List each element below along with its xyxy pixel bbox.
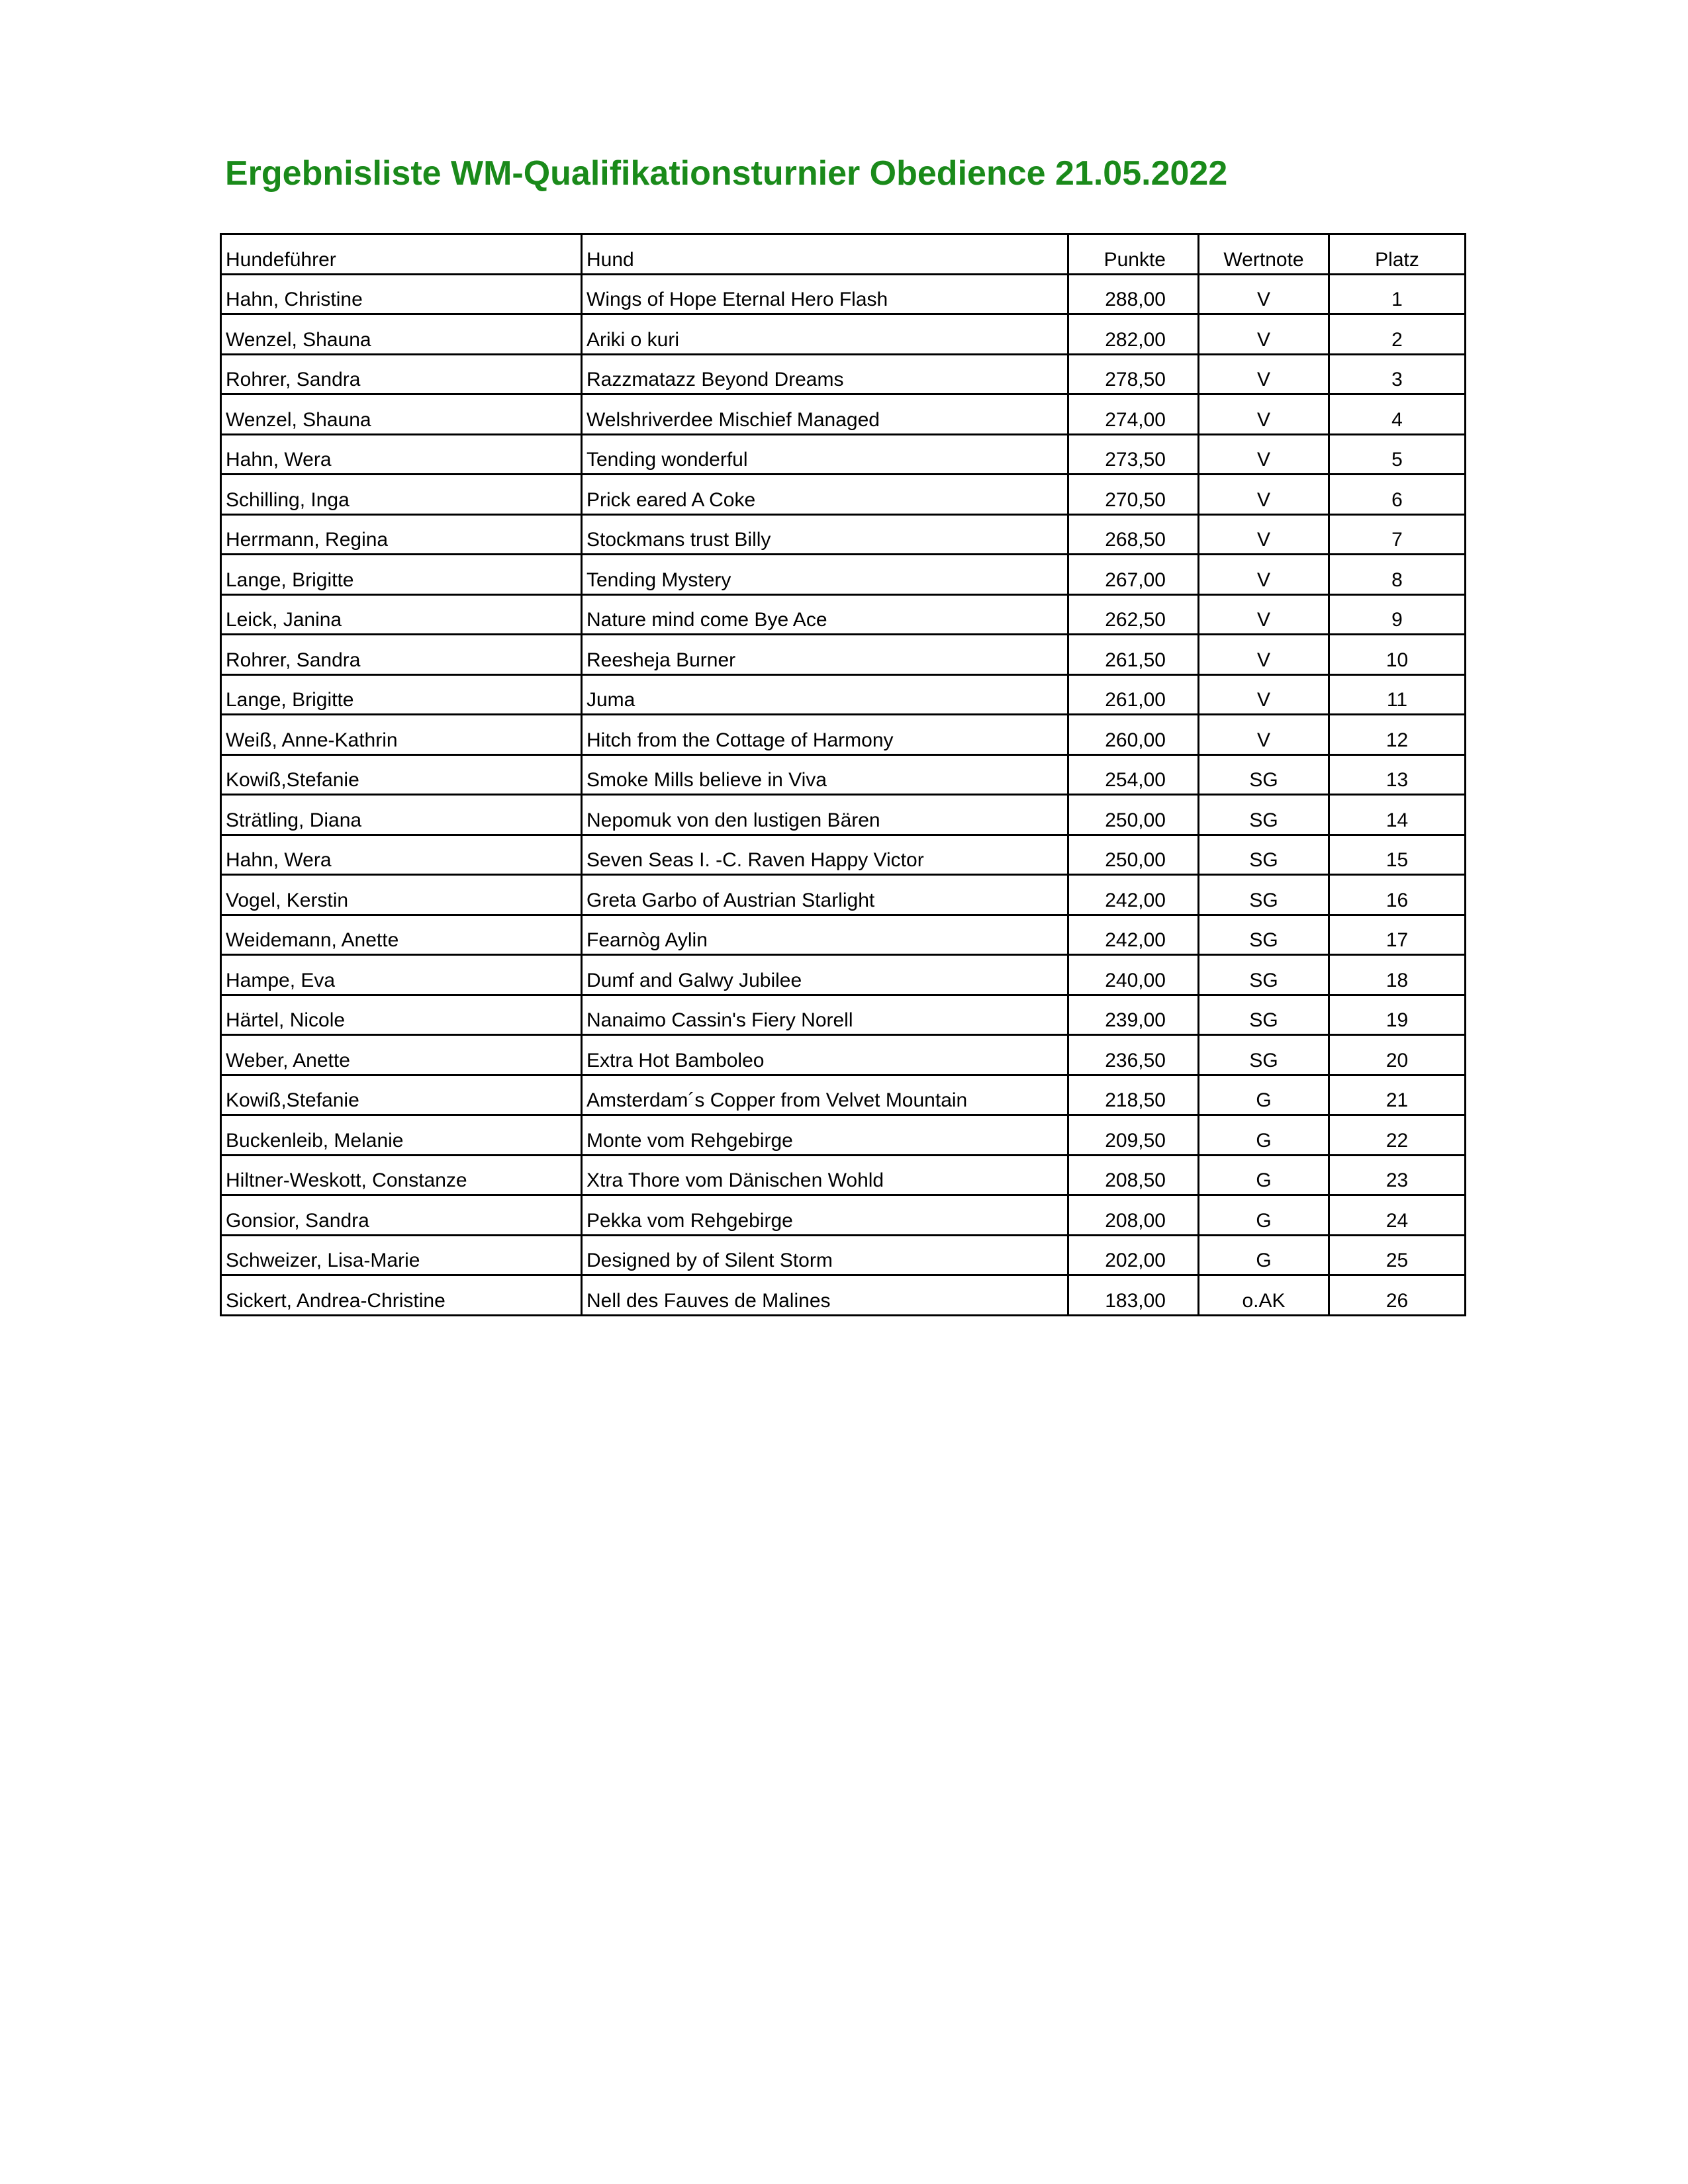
cell-points: 288,00 bbox=[1068, 274, 1199, 314]
cell-grade: G bbox=[1199, 1195, 1329, 1236]
cell-grade: V bbox=[1199, 274, 1329, 314]
results-body bbox=[221, 274, 1466, 1315]
cell-grade: SG bbox=[1199, 835, 1329, 875]
cell-rank: 25 bbox=[1329, 1235, 1466, 1275]
cell-grade: SG bbox=[1199, 754, 1329, 795]
column-header-handler: Hundeführer bbox=[221, 234, 582, 275]
table-row bbox=[221, 1195, 1466, 1236]
cell-points: 254,00 bbox=[1068, 754, 1199, 795]
cell-grade: V bbox=[1199, 394, 1329, 435]
cell-dog: Reesheja Burner bbox=[582, 635, 1068, 675]
cell-dog: Pekka vom Rehgebirge bbox=[582, 1195, 1068, 1236]
cell-rank: 7 bbox=[1329, 514, 1466, 555]
cell-dog: Prick eared A Coke bbox=[582, 475, 1068, 515]
cell-grade: o.AK bbox=[1199, 1275, 1329, 1316]
cell-handler: Rohrer, Sandra bbox=[221, 354, 582, 394]
table-row bbox=[221, 674, 1466, 715]
cell-grade: SG bbox=[1199, 1035, 1329, 1075]
cell-rank: 2 bbox=[1329, 314, 1466, 355]
table-header-row bbox=[221, 234, 1466, 275]
cell-dog: Seven Seas I. -C. Raven Happy Victor bbox=[582, 835, 1068, 875]
cell-grade: V bbox=[1199, 555, 1329, 595]
cell-handler: Sickert, Andrea-Christine bbox=[221, 1275, 582, 1316]
cell-dog: Wings of Hope Eternal Hero Flash bbox=[582, 274, 1068, 314]
cell-dog: Dumf and Galwy Jubilee bbox=[582, 955, 1068, 995]
cell-dog: Smoke Mills believe in Viva bbox=[582, 754, 1068, 795]
cell-rank: 24 bbox=[1329, 1195, 1466, 1236]
cell-handler: Hahn, Christine bbox=[221, 274, 582, 314]
cell-dog: Tending wonderful bbox=[582, 434, 1068, 475]
cell-grade: V bbox=[1199, 475, 1329, 515]
cell-handler: Gonsior, Sandra bbox=[221, 1195, 582, 1236]
cell-grade: SG bbox=[1199, 915, 1329, 955]
cell-dog: Xtra Thore vom Dänischen Wohld bbox=[582, 1155, 1068, 1195]
cell-grade: G bbox=[1199, 1155, 1329, 1195]
cell-handler: Rohrer, Sandra bbox=[221, 635, 582, 675]
cell-handler: Herrmann, Regina bbox=[221, 514, 582, 555]
table-row bbox=[221, 1275, 1466, 1316]
table-row bbox=[221, 875, 1466, 915]
table-row bbox=[221, 555, 1466, 595]
cell-points: 268,50 bbox=[1068, 514, 1199, 555]
cell-dog: Amsterdam´s Copper from Velvet Mountain bbox=[582, 1075, 1068, 1115]
cell-rank: 22 bbox=[1329, 1115, 1466, 1156]
cell-points: 183,00 bbox=[1068, 1275, 1199, 1316]
cell-grade: V bbox=[1199, 674, 1329, 715]
cell-points: 242,00 bbox=[1068, 875, 1199, 915]
cell-rank: 18 bbox=[1329, 955, 1466, 995]
cell-points: 278,50 bbox=[1068, 354, 1199, 394]
cell-handler: Schilling, Inga bbox=[221, 475, 582, 515]
cell-rank: 26 bbox=[1329, 1275, 1466, 1316]
table-row bbox=[221, 635, 1466, 675]
cell-rank: 12 bbox=[1329, 715, 1466, 755]
cell-handler: Kowiß,Stefanie bbox=[221, 754, 582, 795]
cell-dog: Razzmatazz Beyond Dreams bbox=[582, 354, 1068, 394]
table-row bbox=[221, 715, 1466, 755]
cell-rank: 15 bbox=[1329, 835, 1466, 875]
cell-points: 260,00 bbox=[1068, 715, 1199, 755]
cell-points: 236,50 bbox=[1068, 1035, 1199, 1075]
cell-points: 202,00 bbox=[1068, 1235, 1199, 1275]
cell-grade: G bbox=[1199, 1075, 1329, 1115]
cell-points: 208,50 bbox=[1068, 1155, 1199, 1195]
table-row bbox=[221, 1035, 1466, 1075]
cell-grade: V bbox=[1199, 635, 1329, 675]
cell-rank: 14 bbox=[1329, 795, 1466, 835]
cell-handler: Hampe, Eva bbox=[221, 955, 582, 995]
cell-rank: 17 bbox=[1329, 915, 1466, 955]
cell-dog: Tending Mystery bbox=[582, 555, 1068, 595]
cell-grade: SG bbox=[1199, 795, 1329, 835]
cell-grade: V bbox=[1199, 514, 1329, 555]
cell-dog: Nanaimo Cassin's Fiery Norell bbox=[582, 995, 1068, 1035]
cell-dog: Hitch from the Cottage of Harmony bbox=[582, 715, 1068, 755]
column-header-dog: Hund bbox=[582, 234, 1068, 275]
cell-dog: Ariki o kuri bbox=[582, 314, 1068, 355]
cell-grade: V bbox=[1199, 594, 1329, 635]
table-row bbox=[221, 594, 1466, 635]
cell-dog: Monte vom Rehgebirge bbox=[582, 1115, 1068, 1156]
cell-rank: 1 bbox=[1329, 274, 1466, 314]
cell-handler: Schweizer, Lisa-Marie bbox=[221, 1235, 582, 1275]
cell-grade: SG bbox=[1199, 995, 1329, 1035]
cell-rank: 5 bbox=[1329, 434, 1466, 475]
column-header-points: Punkte bbox=[1068, 234, 1199, 275]
cell-grade: V bbox=[1199, 715, 1329, 755]
cell-grade: G bbox=[1199, 1235, 1329, 1275]
cell-grade: G bbox=[1199, 1115, 1329, 1156]
cell-points: 282,00 bbox=[1068, 314, 1199, 355]
cell-dog: Greta Garbo of Austrian Starlight bbox=[582, 875, 1068, 915]
cell-points: 250,00 bbox=[1068, 795, 1199, 835]
cell-points: 242,00 bbox=[1068, 915, 1199, 955]
cell-points: 267,00 bbox=[1068, 555, 1199, 595]
cell-grade: V bbox=[1199, 434, 1329, 475]
table-row bbox=[221, 955, 1466, 995]
cell-rank: 23 bbox=[1329, 1155, 1466, 1195]
table-row bbox=[221, 795, 1466, 835]
cell-points: 274,00 bbox=[1068, 394, 1199, 435]
cell-dog: Extra Hot Bamboleo bbox=[582, 1035, 1068, 1075]
table-row bbox=[221, 274, 1466, 314]
cell-handler: Buckenleib, Melanie bbox=[221, 1115, 582, 1156]
cell-points: 240,00 bbox=[1068, 955, 1199, 995]
cell-handler: Weidemann, Anette bbox=[221, 915, 582, 955]
cell-handler: Hahn, Wera bbox=[221, 835, 582, 875]
table-row bbox=[221, 514, 1466, 555]
cell-handler: Strätling, Diana bbox=[221, 795, 582, 835]
cell-handler: Hahn, Wera bbox=[221, 434, 582, 475]
cell-handler: Weiß, Anne-Kathrin bbox=[221, 715, 582, 755]
cell-points: 262,50 bbox=[1068, 594, 1199, 635]
cell-points: 239,00 bbox=[1068, 995, 1199, 1035]
table-row bbox=[221, 1155, 1466, 1195]
table-row bbox=[221, 835, 1466, 875]
cell-handler: Weber, Anette bbox=[221, 1035, 582, 1075]
cell-handler: Vogel, Kerstin bbox=[221, 875, 582, 915]
cell-dog: Stockmans trust Billy bbox=[582, 514, 1068, 555]
table-row bbox=[221, 354, 1466, 394]
cell-grade: V bbox=[1199, 354, 1329, 394]
cell-dog: Nepomuk von den lustigen Bären bbox=[582, 795, 1068, 835]
cell-points: 209,50 bbox=[1068, 1115, 1199, 1156]
table-row bbox=[221, 754, 1466, 795]
cell-rank: 13 bbox=[1329, 754, 1466, 795]
cell-handler: Lange, Brigitte bbox=[221, 555, 582, 595]
table-row bbox=[221, 1115, 1466, 1156]
cell-points: 250,00 bbox=[1068, 835, 1199, 875]
cell-rank: 20 bbox=[1329, 1035, 1466, 1075]
column-header-grade: Wertnote bbox=[1199, 234, 1329, 275]
table-row bbox=[221, 995, 1466, 1035]
cell-dog: Fearnòg Aylin bbox=[582, 915, 1068, 955]
cell-rank: 21 bbox=[1329, 1075, 1466, 1115]
cell-points: 270,50 bbox=[1068, 475, 1199, 515]
cell-rank: 11 bbox=[1329, 674, 1466, 715]
cell-points: 218,50 bbox=[1068, 1075, 1199, 1115]
table-row bbox=[221, 475, 1466, 515]
cell-rank: 8 bbox=[1329, 555, 1466, 595]
cell-handler: Wenzel, Shauna bbox=[221, 394, 582, 435]
table-row bbox=[221, 915, 1466, 955]
table-row bbox=[221, 1075, 1466, 1115]
cell-handler: Hiltner-Weskott, Constanze bbox=[221, 1155, 582, 1195]
cell-grade: SG bbox=[1199, 875, 1329, 915]
cell-points: 273,50 bbox=[1068, 434, 1199, 475]
results-table bbox=[220, 233, 1466, 1316]
cell-handler: Lange, Brigitte bbox=[221, 674, 582, 715]
table-row bbox=[221, 434, 1466, 475]
cell-grade: V bbox=[1199, 314, 1329, 355]
cell-points: 261,50 bbox=[1068, 635, 1199, 675]
cell-dog: Designed by of Silent Storm bbox=[582, 1235, 1068, 1275]
column-header-rank: Platz bbox=[1329, 234, 1466, 275]
cell-rank: 9 bbox=[1329, 594, 1466, 635]
page-title: Ergebnisliste WM-Qualifikationsturnier Obedience 21.05.2022 bbox=[225, 154, 1228, 193]
cell-dog: Nature mind come Bye Ace bbox=[582, 594, 1068, 635]
cell-grade: SG bbox=[1199, 955, 1329, 995]
cell-handler: Wenzel, Shauna bbox=[221, 314, 582, 355]
table-row bbox=[221, 1235, 1466, 1275]
table-row bbox=[221, 314, 1466, 355]
cell-handler: Härtel, Nicole bbox=[221, 995, 582, 1035]
cell-points: 261,00 bbox=[1068, 674, 1199, 715]
cell-dog: Welshriverdee Mischief Managed bbox=[582, 394, 1068, 435]
cell-handler: Leick, Janina bbox=[221, 594, 582, 635]
cell-handler: Kowiß,Stefanie bbox=[221, 1075, 582, 1115]
cell-dog: Juma bbox=[582, 674, 1068, 715]
cell-rank: 19 bbox=[1329, 995, 1466, 1035]
cell-dog: Nell des Fauves de Malines bbox=[582, 1275, 1068, 1316]
cell-rank: 3 bbox=[1329, 354, 1466, 394]
cell-points: 208,00 bbox=[1068, 1195, 1199, 1236]
table-row bbox=[221, 394, 1466, 435]
cell-rank: 16 bbox=[1329, 875, 1466, 915]
cell-rank: 4 bbox=[1329, 394, 1466, 435]
cell-rank: 6 bbox=[1329, 475, 1466, 515]
cell-rank: 10 bbox=[1329, 635, 1466, 675]
